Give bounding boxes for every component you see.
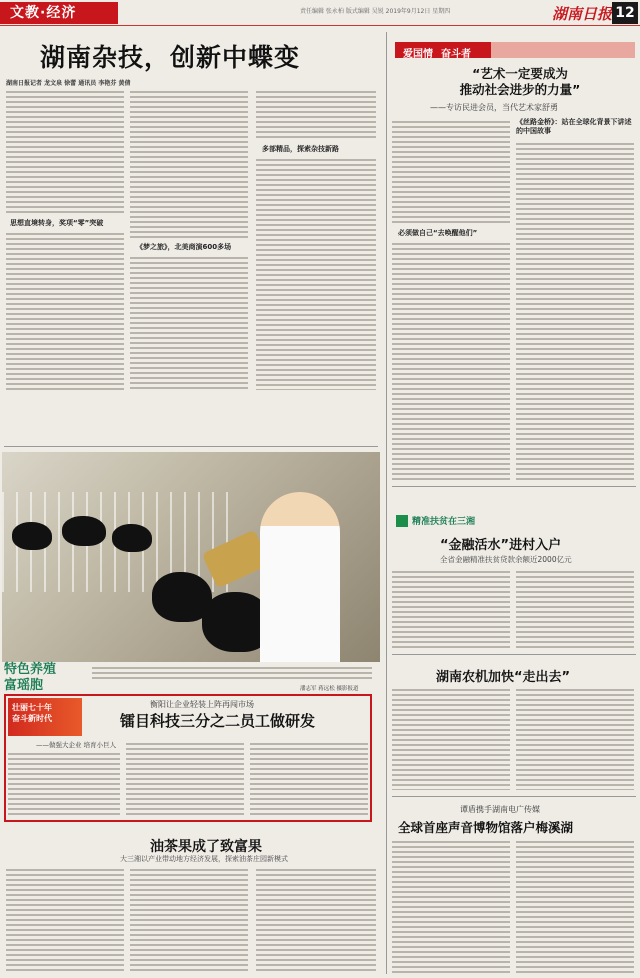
museum-headline: 全球首座声音博物馆落户梅溪湖 [398,820,574,835]
lead-subhead-3: 多部精品，探索杂技新路 [262,145,339,153]
agri-body-col2 [516,686,634,790]
bottom-body-col3 [256,866,376,974]
feature-body-col2 [126,740,244,818]
lead-body-col2b [130,254,248,390]
poverty-kicker: 精准扶贫在三湘 [412,517,476,527]
divider [392,654,636,655]
feature-headline: 镭目科技三分之二员工做研发 [120,712,316,730]
anniversary-logo: 壮丽七十年 奋斗新时代 [8,698,82,736]
photo-caption-body [92,664,372,682]
finance-body-col2 [516,568,634,650]
section-label: 文教·经济 [0,2,118,24]
museum-body-col1 [392,838,510,974]
lead-body-col3 [256,88,376,138]
feature-kicker: 衡阳让企业轻装上阵再闯市场 [150,700,254,709]
interview-subhead-2: 《丝路金桥》：站在全球化背景下讲述的中国故事 [516,118,632,135]
lead-subhead-2: 《梦之旅》，北美商演600多场 [136,243,232,251]
finance-headline: “金融活水”进村入户 [440,538,562,553]
bottom-body-col1 [6,866,124,974]
feature-body-col1 [8,750,120,818]
finance-deck: 全省金融精准扶贫贷款余额近2000亿元 [440,555,572,564]
bottom-headline: 油茶果成了致富果 [150,839,262,855]
museum-kicker: 谭盾携手湖南电广传媒 [460,805,540,814]
bottom-body-col2 [130,866,248,974]
agri-body-col1 [392,686,510,790]
struggler-banner: 爱国情 奋斗者 [395,42,635,58]
column-divider [386,32,387,974]
interview-body-col1 [392,118,510,224]
photo-caption-title: 特色养殖 富瑶胞 [4,662,57,693]
header-meta: 责任编辑 张永柏 版式编辑 吴锐 2019年9月12日 星期四 [300,8,451,15]
agri-machinery-headline: 湖南农机加快“走出去” [436,670,571,685]
divider [392,796,636,797]
lead-body-col1 [6,88,124,213]
poverty-kicker-icon [396,515,408,527]
lead-subhead-1: 思想直境转身，奖项“零”突破 [10,219,104,227]
feature-body-col3 [250,740,368,818]
divider [392,486,636,487]
lead-headline: 湖南杂技，创新中蝶变 [40,43,301,72]
interview-headline: “艺术一定要成为 推动社会进步的力量” [459,66,581,97]
interview-deck: ——专访民进会员，当代艺术家舒勇 [430,103,558,112]
page-number: 12 [612,2,638,24]
interview-subhead-1: 必须做自己“去唤醒他们” [398,229,478,237]
finance-body-col1 [392,568,510,650]
lead-body-col1b [6,230,124,390]
divider [4,446,378,447]
museum-body-col2 [516,838,634,974]
interview-body-col1b [392,240,510,480]
lead-body-col2 [130,88,248,238]
interview-body-col2 [516,140,634,480]
lead-byline: 湖南日报记者 龙文泉 徐蕾 通讯员 李艳芬 黄倩 [6,80,131,87]
goat-farm-photo [2,452,380,662]
newspaper-brand: 湖南日报 [552,5,613,23]
feature-deck: ——做强大企业 培育小巨人 [36,741,117,749]
lead-body-col3b [256,156,376,390]
bottom-deck: 大三湘以产业带动地方经济发展，探索油茶庄园新模式 [120,855,288,863]
photo-credit: 潘志军 蒋远松 摄影报道 [300,686,359,692]
